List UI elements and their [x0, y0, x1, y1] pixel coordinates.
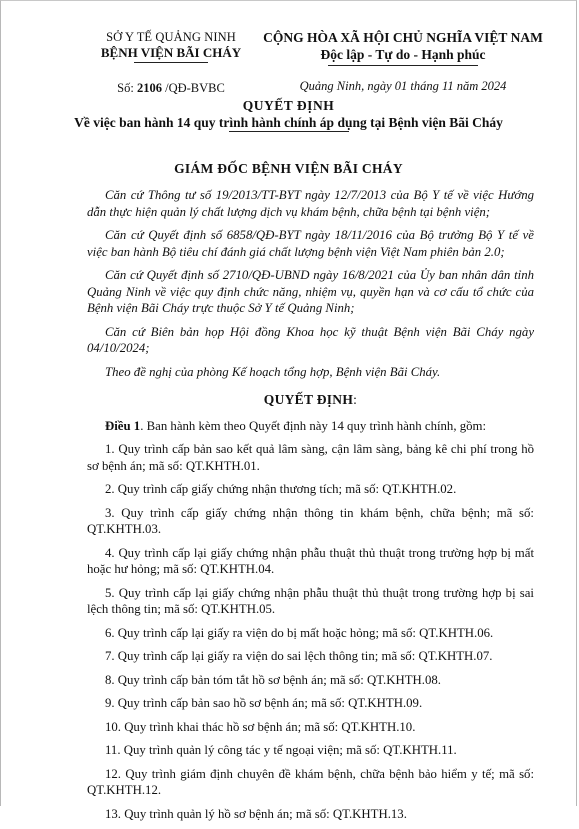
document-number-value: 2106 — [136, 81, 162, 95]
ministry-name: SỞ Y TẾ QUẢNG NINH — [106, 30, 236, 44]
procedure-item: 6. Quy trình cấp lại giấy ra viện do bị mất hoặc hỏng; mã số: QT.KHTH.06. — [105, 625, 494, 640]
legal-bases — [87, 187, 534, 380]
document-header — [1, 29, 576, 99]
procedure-item: 3. Quy trình cấp giấy chứng nhận thông tin khám bệnh, chữa bệnh; mã số: QT.KHTH.03. — [87, 505, 534, 536]
issuing-agency-block — [85, 29, 257, 96]
procedure-item: 2. Quy trình cấp giấy chứng nhận thương tích; mã số: QT.KHTH.02. — [105, 482, 457, 496]
article-1-label: Điều 1 — [105, 418, 141, 433]
place-and-date: Quảng Ninh, ngày 01 tháng 11 năm 2024 — [299, 79, 507, 93]
procedure-item: 8. Quy trình cấp bản tóm tắt hồ sơ bệnh án; mã số: QT.KHTH.08. — [105, 672, 441, 687]
procedure-item: 1. Quy trình cấp bản sao kết quả lâm sàng, cận lâm sàng, bảng kê chi phí trong hồ sơ bệnh án; mã số: QT.KHTH.01. — [87, 442, 534, 473]
motto-underline — [328, 65, 478, 66]
decision-subject: Về việc ban hành 14 quy trình hành chính áp dụng tại Bệnh viện Bãi Cháy — [74, 115, 503, 130]
republic-title: CỘNG HÒA XÃ HỘI CHỦ NGHĨA VIỆT NAM — [263, 30, 543, 45]
legal-basis-item: Căn cứ Quyết định số 6858/QĐ-BYT ngày 18/11/2016 của Bộ trưởng Bộ Y tế về việc ban hành Bộ tiêu chí đánh giá chất lượng bệnh viện Việt Nam phiên bản 2.0; — [87, 228, 534, 259]
procedure-item: 7. Quy trình cấp lại giấy ra viện do sai lệch thông tin; mã số: QT.KHTH.07. — [105, 649, 493, 663]
procedure-item: 12. Quy trình giám định chuyên đề khám bệnh, chữa bệnh bảo hiểm y tế; mã số: QT.KHTH.12. — [87, 766, 534, 797]
procedure-item: 13. Quy trình quản lý hồ sơ bệnh án; mã số: QT.KHTH.13. — [105, 806, 407, 821]
decision-heading — [87, 392, 534, 409]
national-title-block — [253, 29, 553, 94]
procedure-list — [87, 441, 534, 822]
document-number-prefix: Số: — [117, 81, 137, 95]
legal-basis-item: Theo đề nghị của phòng Kế hoạch tổng hợp, Bệnh viện Bãi Cháy. — [105, 364, 441, 379]
decision-title: QUYẾT ĐỊNH — [242, 98, 335, 113]
subject-underline — [229, 131, 349, 132]
article-1 — [87, 418, 534, 435]
legal-basis-item: Căn cứ Biên bản họp Hội đồng Khoa học kỹ thuật Bệnh viện Bãi Cháy ngày 04/10/2024; — [87, 324, 534, 355]
decision-heading-colon: : — [353, 392, 358, 407]
procedure-item: 4. Quy trình cấp lại giấy chứng nhận phẫu thuật thủ thuật trong trường hợp bị mất hoặc hư hỏng; mã số: QT.KHTH.04. — [87, 545, 534, 576]
article-1-text: . Ban hành kèm theo Quyết định này 14 quy trình hành chính, gồm: — [140, 418, 487, 433]
hospital-name: BỆNH VIỆN BÃI CHÁY — [100, 45, 242, 60]
legal-basis-item: Căn cứ Thông tư số 19/2013/TT-BYT ngày 12/7/2013 của Bộ Y tế về việc Hướng dẫn thực hiện quản lý chất lượng dịch vụ khám bệnh, chữa bệnh tại bệnh viện; — [87, 188, 534, 219]
document-number-suffix: /QĐ-BVBC — [161, 81, 225, 95]
legal-basis-item: Căn cứ Quyết định số 2710/QĐ-UBND ngày 16/8/2021 của Ủy ban nhân dân tỉnh Quảng Ninh về việc quy định chức năng, nhiệm vụ, quyền hạn và cơ cấu tổ chức của Bệnh viện Bãi Cháy trực thuộc Sở Y tế Quảng Ninh; — [87, 268, 534, 315]
agency-underline — [134, 62, 208, 63]
document-body — [87, 187, 534, 829]
issuer-title: GIÁM ĐỐC BỆNH VIỆN BÃI CHÁY — [174, 161, 403, 176]
procedure-item: 11. Quy trình quản lý công tác y tế ngoại viện; mã số: QT.KHTH.11. — [105, 743, 457, 757]
decision-title-block — [1, 97, 576, 132]
national-motto: Độc lập - Tự do - Hạnh phúc — [320, 47, 486, 62]
procedure-item: 5. Quy trình cấp lại giấy chứng nhận phẫu thuật thủ thuật trong trường hợp bị sai lệch thông tin; mã số: QT.KHTH.05. — [87, 585, 534, 616]
decision-heading-text: QUYẾT ĐỊNH — [263, 392, 354, 407]
procedure-item: 9. Quy trình cấp bản sao hồ sơ bệnh án; mã số: QT.KHTH.09. — [105, 696, 423, 710]
document-number — [85, 81, 257, 96]
procedure-item: 10. Quy trình khai thác hồ sơ bệnh án; mã số: QT.KHTH.10. — [105, 719, 416, 734]
